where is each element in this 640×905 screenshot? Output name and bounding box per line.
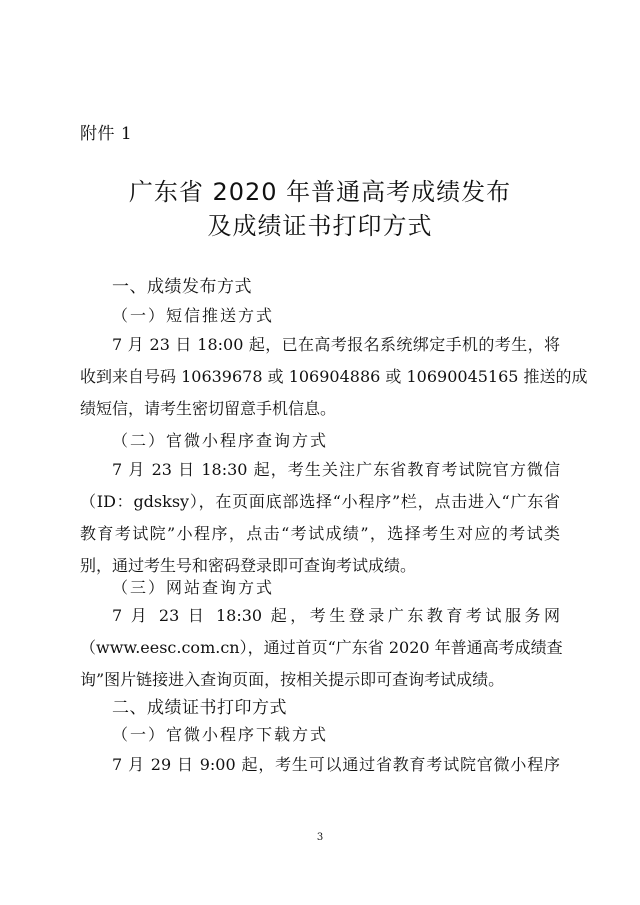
- body-line: 绩短信，请考生密切留意手机信息。: [80, 399, 337, 418]
- section-2-sub-1-heading: （一）官微小程序下载方式: [112, 725, 329, 744]
- page-number: 3: [316, 832, 324, 843]
- body-line: （ID：gdsksy），在页面底部选择“小程序”栏，点击进入“广东省: [80, 492, 560, 511]
- body-line: 别，通过考生号和密码登录即可查询考试成绩。: [80, 556, 417, 575]
- body-line: 收到来自号码 10639678 或 106904886 或 10690045165 推送的成: [80, 367, 588, 386]
- body-line: 7 月 23 日 18:30 起，考生登录广东教育考试服务网: [112, 606, 560, 625]
- body-line: 7 月 23 日 18:00 起，已在高考报名系统绑定手机的考生，将: [112, 335, 560, 354]
- body-line: 7 月 23 日 18:30 起，考生关注广东省教育考试院官方微信: [112, 460, 560, 479]
- section-2-heading: 二、成绩证书打印方式: [112, 698, 287, 718]
- body-line: 询”图片链接进入查询页面，按相关提示即可查询考试成绩。: [80, 670, 505, 689]
- annex-label: 附件 1: [80, 124, 133, 144]
- section-1-sub-2-heading: （二）官微小程序查询方式: [112, 431, 329, 450]
- body-line: 7 月 29 日 9:00 起，考生可以通过省教育考试院官微小程序: [112, 755, 560, 774]
- document-title-line-2: 及成绩证书打印方式: [207, 212, 433, 240]
- section-1-sub-1-heading: （一）短信推送方式: [112, 306, 275, 325]
- section-1-heading: 一、成绩发布方式: [112, 277, 252, 297]
- section-1-sub-3-heading: （三）网站查询方式: [112, 578, 275, 597]
- document-title-line-1: 广东省 2020 年普通高考成绩发布: [128, 178, 512, 206]
- body-line: 教育考试院”小程序，点击“考试成绩”，选择考生对应的考试类: [80, 524, 560, 543]
- body-line: （www.eesc.com.cn），通过首页“广东省 2020 年普通高考成绩查: [80, 638, 563, 657]
